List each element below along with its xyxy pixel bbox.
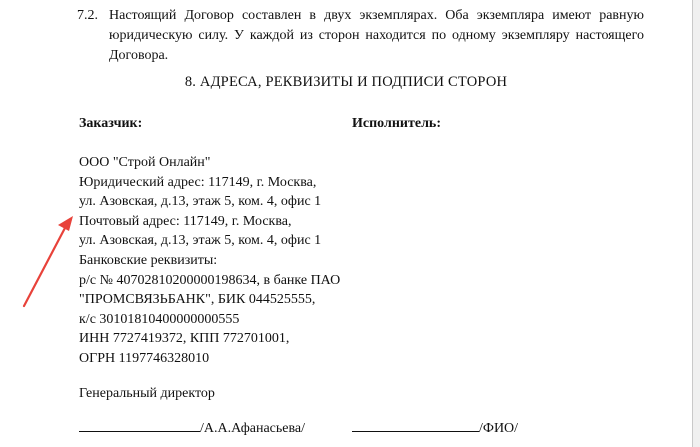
contractor-heading: Исполнитель: xyxy=(352,116,441,131)
section-title: 8. АДРЕСА, РЕКВИЗИТЫ И ПОДПИСИ СТОРОН xyxy=(184,74,508,90)
customer-signature xyxy=(79,417,305,437)
legal-address-line-2: ул. Азовская, д.13, этаж 5, ком. 4, офис 1 xyxy=(79,194,322,210)
page-edge-shadow xyxy=(693,0,700,447)
director-title: Генеральный директор xyxy=(79,386,215,401)
bank-bik: "ПРОМСВЯЗЬБАНК", БИК 044525555, xyxy=(79,292,316,308)
legal-address-line-1: Юридический адрес: 117149, г. Москва, xyxy=(79,174,317,190)
postal-address-line-1: Почтовый адрес: 117149, г. Москва, xyxy=(79,213,292,229)
postal-address-line-2: ул. Азовская, д.13, этаж 5, ком. 4, офис 1 xyxy=(79,233,322,249)
bank-details-heading: Банковские реквизиты: xyxy=(79,252,218,268)
correspondent-account: к/с 30101810400000000555 xyxy=(79,311,240,327)
customer-signature-name: /А.А.Афанасьева/ xyxy=(200,421,306,436)
contractor-signature-line xyxy=(352,417,479,432)
contractor-signature-name: /ФИО/ xyxy=(479,421,519,436)
company-name: ООО "Строй Онлайн" xyxy=(79,155,211,170)
inn-kpp: ИНН 7727419372, КПП 772701001, xyxy=(79,331,290,347)
clause-number: 7.2. xyxy=(77,8,98,23)
settlement-account: р/с № 40702810200000198634, в банке ПАО xyxy=(79,272,341,288)
ogrn: ОГРН 1197746328010 xyxy=(79,350,210,366)
customer-requisites xyxy=(79,153,349,369)
contractor-signature xyxy=(352,417,518,437)
clause-text: Настоящий Договор составлен в двух экземплярах. Оба экземпляра имеют равную юридическую силу. У каждой из сторон находится по одному экземпляру настоящего Договора. xyxy=(109,8,644,63)
customer-heading: Заказчик: xyxy=(79,116,143,131)
customer-signature-line xyxy=(79,417,200,432)
